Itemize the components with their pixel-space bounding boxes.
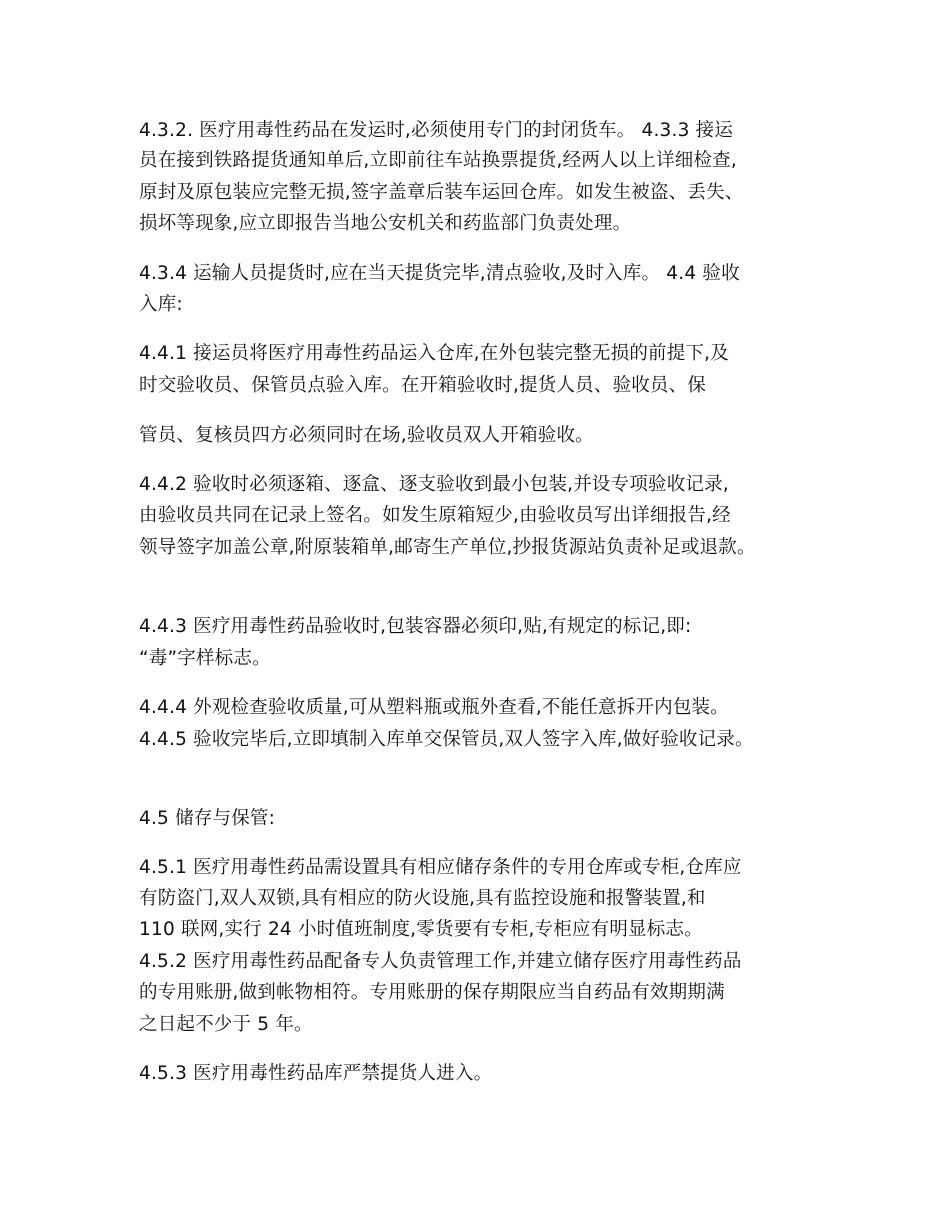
text-line-24: 4.5.3 医疗用毒性药品库严禁提货人进入。 — [139, 1063, 493, 1084]
text-line-8: 时交验收员、保管员点验入库。在开箱验收时,提货人员、验收员、保 — [139, 375, 707, 396]
text-line-17: 4.5 储存与保管: — [139, 808, 276, 829]
text-line-20: 110 联网,实行 24 小时值班制度,零货要有专柜,专柜应有明显标志。 — [139, 919, 703, 940]
text-line-11: 由验收员共同在记录上签名。如发生原箱短少,由验收员写出详细报告,经 — [139, 505, 731, 526]
text-line-4: 损坏等现象,应立即报告当地公安机关和药监部门负责处理。 — [139, 213, 632, 234]
text-line-1: 4.3.2. 医疗用毒性药品在发运时,必须使用专门的封闭货车。 4.3.3 接运 — [139, 120, 734, 141]
text-line-21: 4.5.2 医疗用毒性药品配备专人负责管理工作,并建立储存医疗用毒性药品 — [139, 951, 742, 972]
text-line-6: 入库: — [139, 294, 183, 315]
text-line-16: 4.4.5 验收完毕后,立即填制入库单交保管员,双人签字入库,做好验收记录。 — [139, 729, 754, 750]
text-line-15: 4.4.4 外观检查验收质量,可从塑料瓶或瓶外查看,不能任意拆开内包装。 — [139, 697, 729, 718]
text-line-13: 4.4.3 医疗用毒性药品验收时,包装容器必须印,贴,有规定的标记,即: — [139, 616, 692, 637]
text-line-22: 的专用账册,做到帐物相符。专用账册的保存期限应当自药品有效期期满 — [139, 982, 725, 1003]
text-line-23: 之日起不少于 5 年。 — [139, 1014, 313, 1035]
text-line-10: 4.4.2 验收时必须逐箱、逐盒、逐支验收到最小包装,并设专项验收记录, — [139, 474, 729, 495]
text-line-19: 有防盗门,双人双锁,具有相应的防火设施,具有监控设施和报警装置,和 — [139, 888, 706, 909]
text-line-18: 4.5.1 医疗用毒性药品需设置具有相应储存条件的专用仓库或专柜,仓库应 — [139, 857, 742, 878]
text-line-3: 原封及原包装应完整无损,签字盖章后装车运回仓库。如发生被盗、丢失、 — [139, 182, 744, 203]
text-line-14: “毒”字样标志。 — [139, 648, 271, 669]
text-line-5: 4.3.4 运输人员提货时,应在当天提货完毕,清点验收,及时入库。 4.4 验收 — [139, 263, 740, 284]
text-line-12: 领导签字加盖公章,附原装箱单,邮寄生产单位,抄报货源站负责补足或退款。 — [139, 537, 756, 558]
text-line-2: 员在接到铁路提货通知单后,立即前往车站换票提货,经两人以上详细检查, — [139, 150, 737, 171]
text-line-7: 4.4.1 接运员将医疗用毒性药品运入仓库,在外包装完整无损的前提下,及 — [139, 343, 729, 364]
text-line-9: 管员、复核员四方必须同时在场,验收员双人开箱验收。 — [139, 425, 594, 446]
